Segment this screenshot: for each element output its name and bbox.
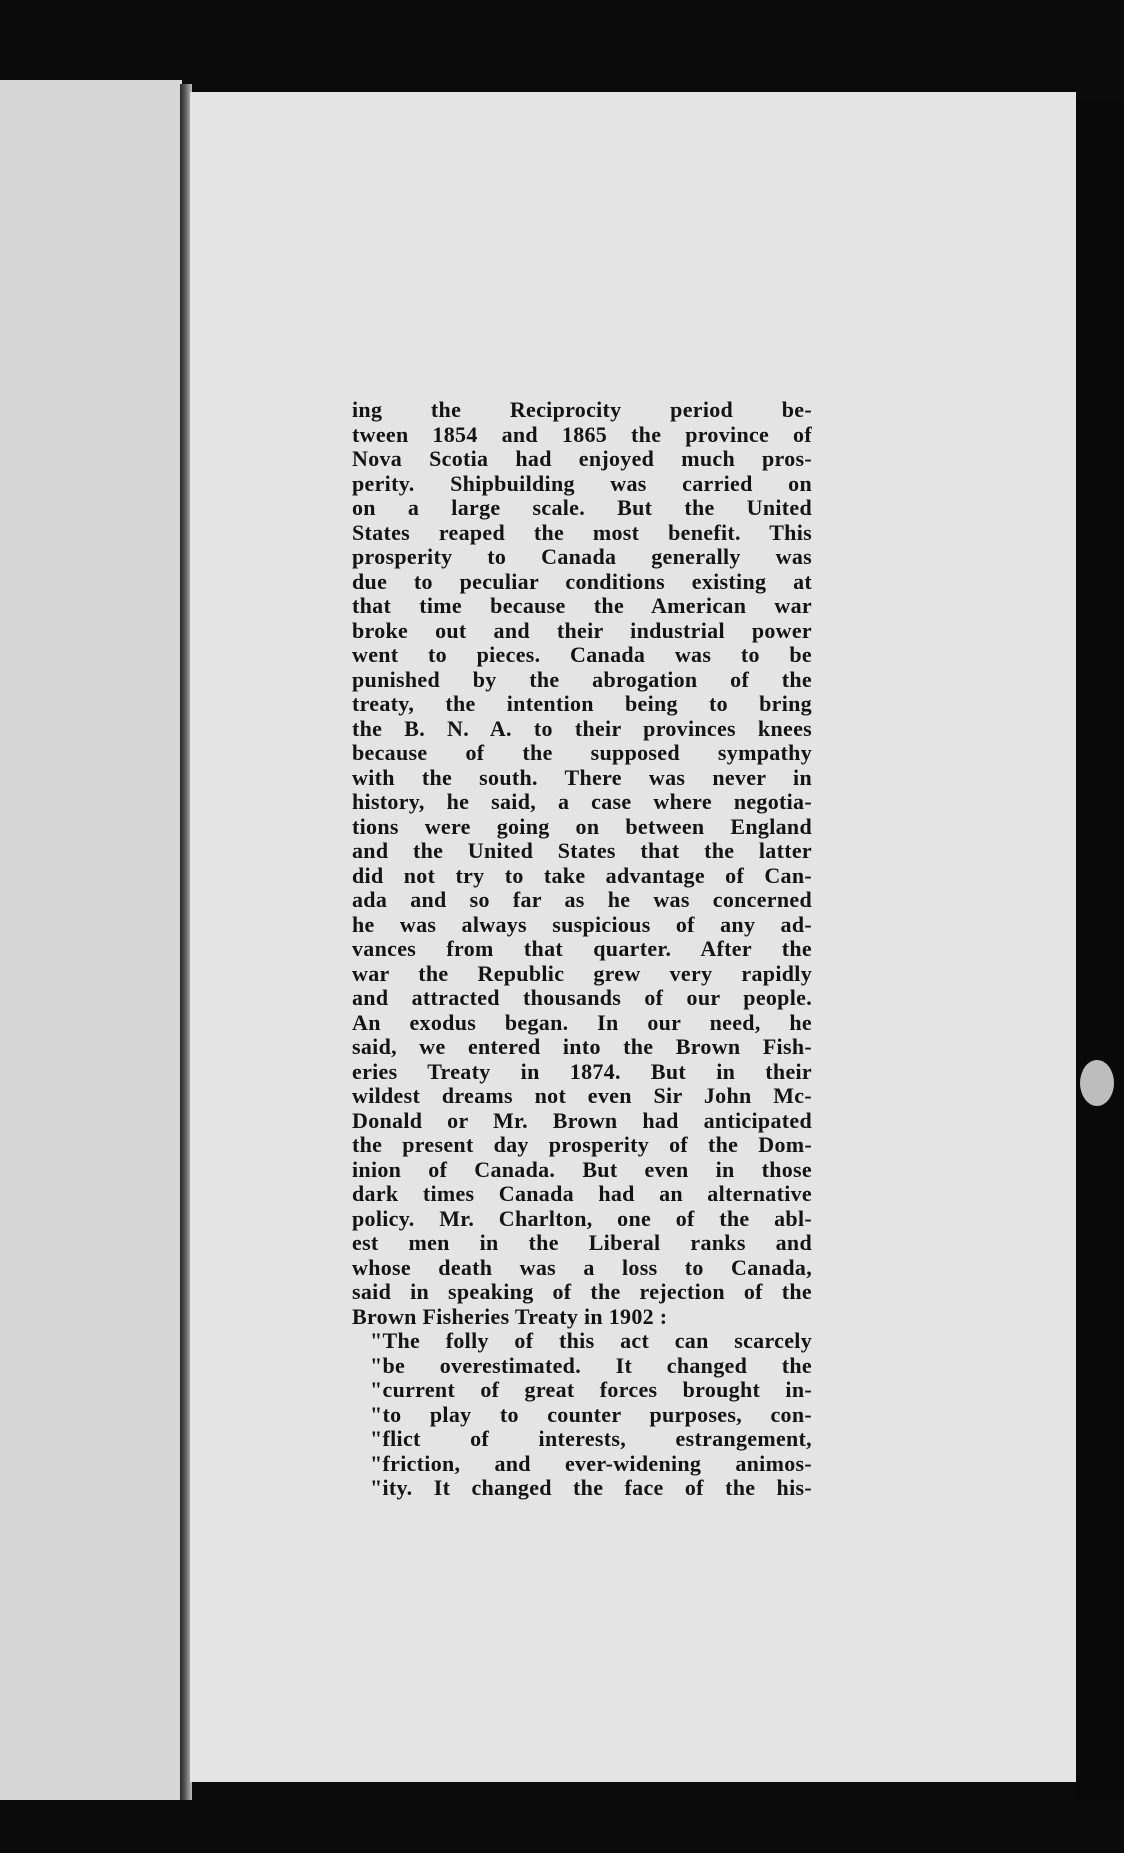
text-line: est men in the Liberal ranks and [352, 1230, 812, 1255]
text-line: policy. Mr. Charlton, one of the abl- [352, 1205, 812, 1231]
text-line: wildest dreams not even Sir John Mc- [352, 1083, 812, 1108]
text-line: ing the Reciprocity period be- [352, 397, 812, 422]
article-paragraph [352, 398, 812, 1329]
text-line: "ity. It changed the face of the his- [370, 1475, 812, 1500]
text-line: inion of Canada. But even in those [352, 1156, 812, 1182]
text-line: treaty, the intention being to bring [352, 691, 812, 716]
text-line: perity. Shipbuilding was carried on [352, 470, 812, 496]
text-line: said in speaking of the rejection of the [352, 1279, 812, 1304]
text-line: dark times Canada had an alternative [352, 1181, 812, 1206]
text-line: war the Republic grew very rapidly [352, 960, 812, 986]
text-line: "current of great forces brought in- [370, 1377, 812, 1402]
text-line: with the south. There was never in [352, 764, 812, 790]
text-line: Donald or Mr. Brown had anticipated [352, 1107, 812, 1133]
text-line: the B. N. A. to their provinces knees [352, 715, 812, 741]
body-text [352, 398, 812, 1501]
text-line: tween 1854 and 1865 the province of [352, 421, 812, 447]
text-line: "The folly of this act can scarcely [370, 1328, 812, 1353]
text-line: due to peculiar conditions existing at [352, 568, 812, 594]
text-line: history, he said, a case where negotia- [352, 789, 812, 814]
text-line: "friction, and ever-widening animos- [370, 1450, 812, 1476]
text-line: broke out and their industrial power [352, 617, 812, 643]
text-line: because of the supposed sympathy [352, 740, 812, 765]
block-quote [352, 1329, 812, 1501]
text-line: whose death was a loss to Canada, [352, 1254, 812, 1280]
text-line: ada and so far as he was concerned [352, 887, 812, 912]
text-line: tions were going on between England [352, 813, 812, 839]
paper-blemish [1080, 1060, 1114, 1106]
text-line: Nova Scotia had enjoyed much pros- [352, 446, 812, 471]
text-line: said, we entered into the Brown Fish- [352, 1034, 812, 1059]
text-line: punished by the abrogation of the [352, 666, 812, 692]
text-line: vances from that quarter. After the [352, 936, 812, 961]
text-line: Brown Fisheries Treaty in 1902 : [352, 1303, 668, 1329]
text-line: eries Treaty in 1874. But in their [352, 1058, 812, 1084]
text-line: he was always suspicious of any ad- [352, 911, 812, 937]
text-line: "to play to counter purposes, con- [370, 1401, 812, 1427]
text-line: States reaped the most benefit. This [352, 519, 812, 545]
text-line: did not try to take advantage of Can- [352, 862, 812, 888]
scan-border [1076, 100, 1124, 1800]
text-line: went to pieces. Canada was to be [352, 642, 812, 667]
text-line: on a large scale. But the United [352, 495, 812, 520]
text-line: An exodus began. In our need, he [352, 1009, 812, 1035]
text-line: the present day prosperity of the Dom- [352, 1132, 812, 1157]
text-line: prosperity to Canada generally was [352, 544, 812, 569]
text-line: "be overestimated. It changed the [370, 1352, 812, 1378]
facing-page-edge [0, 80, 182, 1800]
text-line: and attracted thousands of our people. [352, 985, 812, 1010]
text-line: "flict of interests, estrangement, [370, 1426, 812, 1451]
text-line: that time because the American war [352, 593, 812, 618]
text-line: and the United States that the latter [352, 838, 812, 863]
